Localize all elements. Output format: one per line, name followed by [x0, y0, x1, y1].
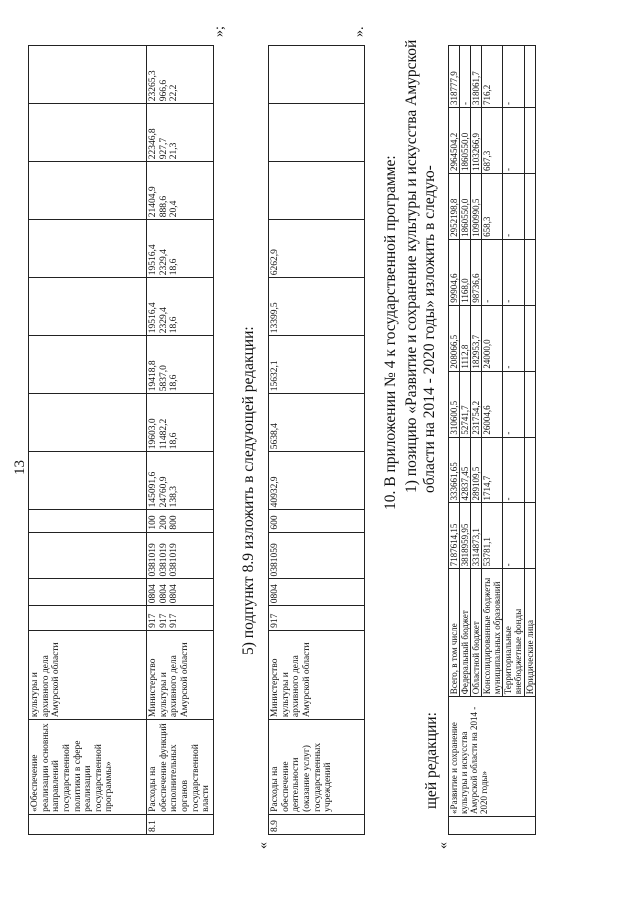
cell-value: 2964504,2 [449, 108, 460, 174]
cell-value: - [482, 239, 503, 305]
cell-empty [29, 46, 147, 104]
cell-value [524, 503, 535, 569]
cell-value: 7187614,15 [449, 503, 460, 569]
table-row [147, 46, 214, 835]
cell-num: 8.9 [269, 814, 365, 834]
cell-value: 2952198,8 [449, 173, 460, 239]
cell-empty [29, 532, 147, 579]
cell-name: Расходы на обеспечение деятельности (оказание услуг) государственных учреждений [269, 720, 365, 815]
cell-value: 5638,4 [269, 394, 365, 452]
paragraph-appendix-4: 10. В приложении № 4 к государственной программе: [382, 155, 399, 510]
cell-grbs: 917 [269, 606, 365, 631]
cell-source: Юридические лица [524, 569, 535, 697]
cell-value: - [503, 371, 524, 437]
cell-value: 42837,45 [460, 437, 471, 503]
cell-value: 310600,5 [449, 371, 460, 437]
table-appendix-4 [448, 45, 536, 835]
cell-value [269, 104, 365, 162]
cell-csr: 0381019 0381019 0381019 [147, 532, 214, 579]
cell-value: 318777,9 [449, 46, 460, 108]
cell-value: 333661,65 [449, 437, 460, 503]
cell-value [524, 46, 535, 108]
cell-value: - [503, 46, 524, 108]
cell-source: Всего, в том числе [449, 569, 460, 697]
cell-value: 658,3 [482, 173, 503, 239]
cell-empty [449, 817, 536, 835]
table-row [269, 46, 365, 835]
cell-empty [29, 510, 147, 532]
cell-empty [29, 220, 147, 278]
cell-value: 1168,0 [460, 239, 471, 305]
opening-quote: « [256, 842, 271, 849]
cell-value: 21404,9 888,6 20,4 [147, 162, 214, 220]
cell-value: 182953,7 [471, 305, 482, 371]
cell-value: 53781,1 [482, 503, 503, 569]
page-number: 13 [12, 460, 28, 475]
cell-value [524, 173, 535, 239]
cell-value: 1860550,0 [460, 173, 471, 239]
cell-num [29, 814, 147, 834]
cell-value [524, 239, 535, 305]
cell-value: 24000,0 [482, 305, 503, 371]
cell-value: - [503, 503, 524, 569]
cell-num: 8.1 [147, 814, 214, 834]
cell-value: 22346,8 927,7 21,3 [147, 104, 214, 162]
cell-source: Территориальные внебюджетные фонды [503, 569, 524, 697]
cell-value: 99904,6 [449, 239, 460, 305]
cell-org: Министерство культуры и архивного дела Амурской области [269, 630, 365, 719]
cell-org: культуры и архивного дела Амурской области [29, 630, 147, 719]
closing-quote: ». [352, 26, 367, 37]
cell-value: 40932,9 [269, 452, 365, 510]
cell-value: - [503, 239, 524, 305]
cell-source: Областной бюджет [471, 569, 482, 697]
cell-value [524, 437, 535, 503]
cell-empty [29, 579, 147, 606]
table-row [29, 46, 147, 835]
cell-value: - [503, 437, 524, 503]
table-subitem-8-1 [28, 45, 214, 835]
cell-value: 19603,0 11482,2 18,6 [147, 394, 214, 452]
cell-empty [29, 336, 147, 394]
cell-value: 1860550,0 [460, 108, 471, 174]
cell-value [524, 371, 535, 437]
cell-source: Консолидированные бюджеты муниципальных образований [482, 569, 503, 697]
cell-program: «Развитие и сохранение культуры и искусства Амурской области на 2014 - 2020 годы» [449, 697, 536, 817]
cell-vr: 600 [269, 510, 365, 532]
cell-value: 52741,7 [460, 371, 471, 437]
cell-value: 19418,8 5837,0 18,6 [147, 336, 214, 394]
cell-value: 15632,1 [269, 336, 365, 394]
cell-value: 1112,8 [460, 305, 471, 371]
cell-value: 19516,4 2329,4 18,6 [147, 220, 214, 278]
cell-empty [29, 104, 147, 162]
cell-value: 145091,6 24760,9 138,3 [147, 452, 214, 510]
cell-grbs: 917 917 917 [147, 606, 214, 631]
cell-empty [29, 162, 147, 220]
table-row [449, 46, 460, 835]
cell-value: 318061,7 [471, 46, 482, 108]
paragraph-position-cont: щей редакции: [423, 712, 440, 809]
cell-source: Федеральный бюджет [460, 569, 471, 697]
paragraph-subitem-8-9: 5) подпункт 8.9 изложить в следующей редакции: [240, 326, 257, 655]
cell-name: «Обеспечение реализации основных направлений государственной политики в сфере реализации государственной программы» [29, 720, 147, 815]
cell-value: 3818959,95 [460, 503, 471, 569]
cell-value: 98736,6 [471, 239, 482, 305]
cell-value: 6262,9 [269, 220, 365, 278]
table-subitem-8-9 [268, 45, 365, 835]
cell-value: 13399,5 [269, 278, 365, 336]
closing-quote: »; [212, 26, 227, 37]
cell-empty [29, 278, 147, 336]
cell-value: 716,2 [482, 46, 503, 108]
cell-value [524, 108, 535, 174]
cell-org: Министерство культуры и архивного дела Амурской области [147, 630, 214, 719]
cell-value: 231754,2 [471, 371, 482, 437]
cell-value: 3314873,1 [471, 503, 482, 569]
cell-value [524, 305, 535, 371]
cell-value: - [460, 46, 471, 108]
cell-value: - [503, 305, 524, 371]
cell-value: - [503, 173, 524, 239]
cell-value: 687,3 [482, 108, 503, 174]
cell-value [269, 162, 365, 220]
cell-value: 19516,4 2329,4 18,6 [147, 278, 214, 336]
cell-value: - [503, 108, 524, 174]
cell-value: 208066,5 [449, 305, 460, 371]
cell-rz: 0804 0804 0804 [147, 579, 214, 606]
cell-value: 26004,6 [482, 371, 503, 437]
cell-name: Расходы на обеспечение функций исполнительных органов государственной власти [147, 720, 214, 815]
cell-value: 289109,5 [471, 437, 482, 503]
cell-value [269, 46, 365, 104]
cell-vr: 100 200 800 [147, 510, 214, 532]
cell-csr: 0381059 [269, 532, 365, 579]
opening-quote: « [436, 842, 451, 849]
cell-rz: 0804 [269, 579, 365, 606]
cell-value: 1714,7 [482, 437, 503, 503]
cell-value: 1090990,5 [471, 173, 482, 239]
cell-empty [29, 452, 147, 510]
cell-value: 23265,3 966,6 22,2 [147, 46, 214, 104]
paragraph-position: 1) позицию «Развитие и сохранение культуры и искусства Амурской области на 2014 - 2020 годы» изложить в следую- [403, 39, 438, 493]
cell-empty [29, 394, 147, 452]
cell-empty [29, 606, 147, 631]
cell-value: 1103266,9 [471, 108, 482, 174]
